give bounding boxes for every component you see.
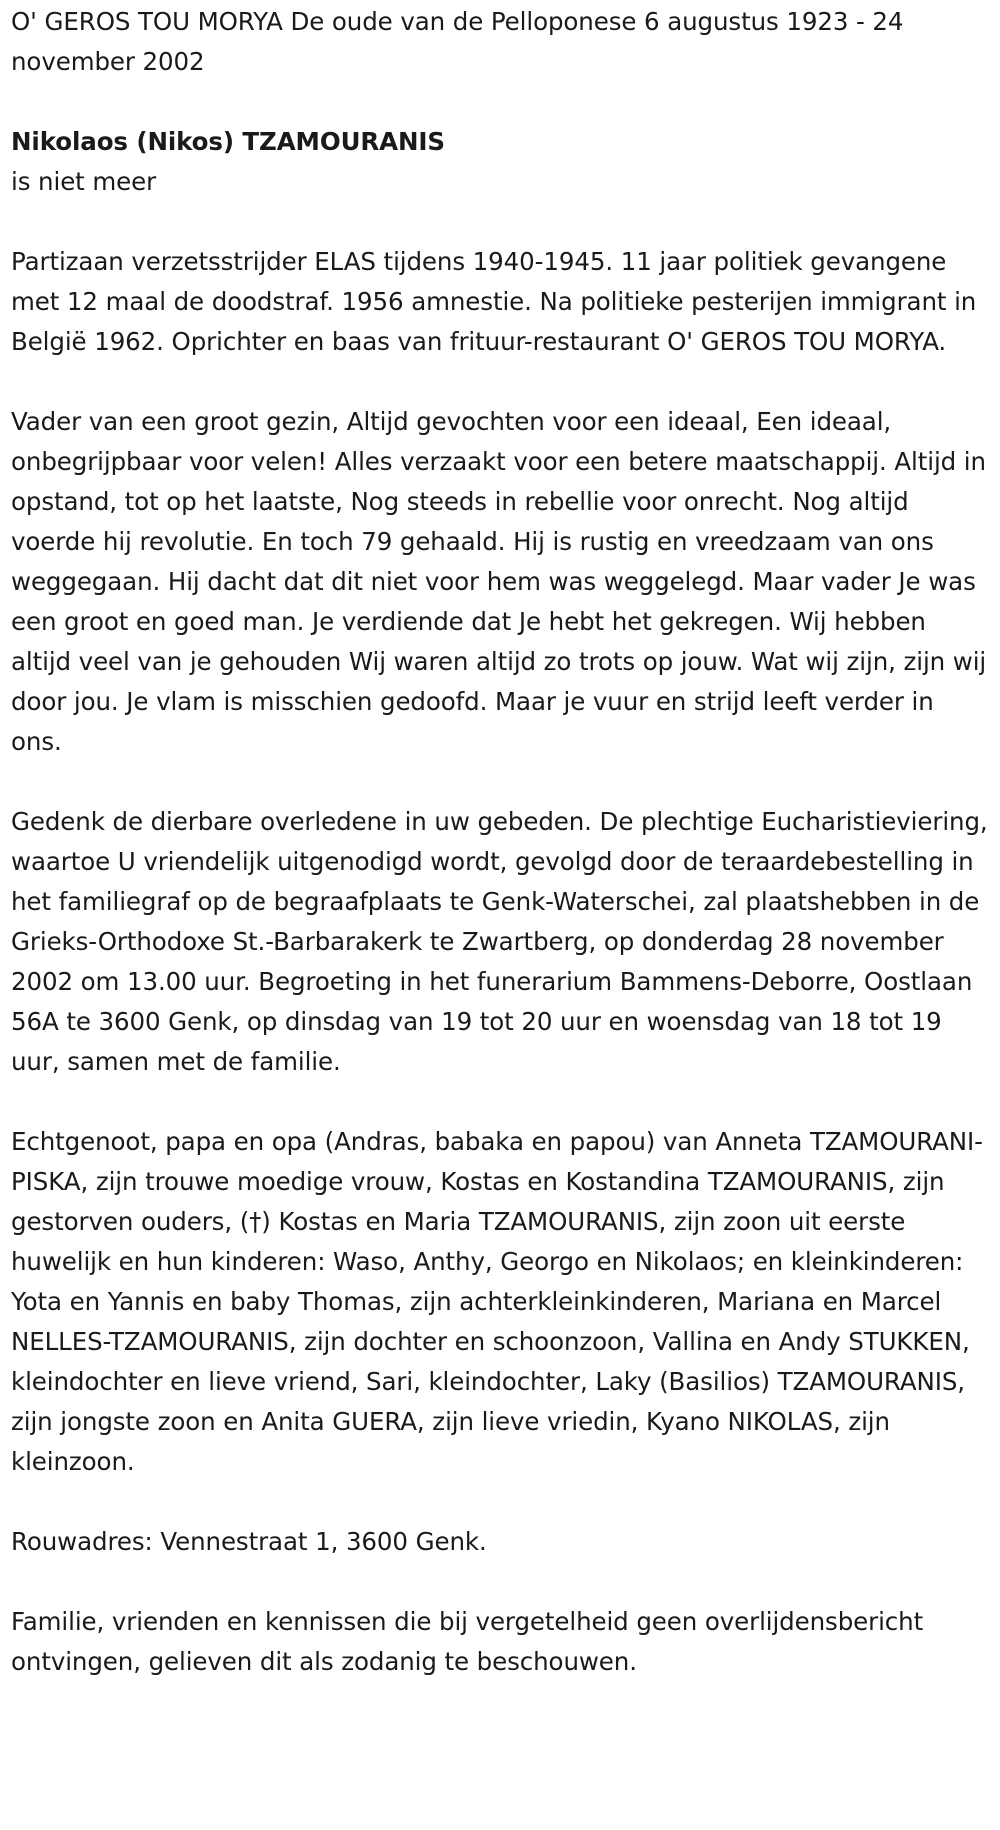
tribute-paragraph: Vader van een groot gezin, Altijd gevochten voor een ideaal, Een ideaal, onbegrijpbaar voor velen! Alles verzaakt voor een betere maatschappij. Altijd in opstand, tot op het laatste, Nog steeds in rebellie voor onrecht. Nog altijd voerde hij revolutie. En toch 79 gehaald. Hij is rustig en vreedzaam van ons weggegaan. Hij dacht dat dit niet voor hem was weggelegd. Maar vader Je was een groot en goed man. Je verdiende dat Je hebt het gekregen. Wij hebben altijd veel van je gehouden Wij waren altijd zo trots op jouw. Wat wij zijn, zijn wij door jou. Je vlam is misschien gedoofd. Maar je vuur en strijd leeft verder in ons. xyxy=(11,407,987,756)
address-line: Rouwadres: Vennestraat 1, 3600 Genk. xyxy=(11,1527,487,1556)
deceased-name: Nikolaos (Nikos) TZAMOURANIS xyxy=(11,127,445,156)
family-paragraph: Echtgenoot, papa en opa (Andras, babaka en papou) van Anneta TZAMOURANI-PISKA, zijn trouwe moedige vrouw, Kostas en Kostandina TZAMOURANIS, zijn gestorven ouders, (†) Kostas en Maria TZAMOURANIS, zijn zoon uit eerste huwelijk en hun kinderen: Waso, Anthy, Georgo en Nikolaos; en kleinkinderen: Yota en Yannis en baby Thomas, zijn achterkleinkinderen, Mariana en Marcel NELLES-TZAMOURANIS, zijn dochter en schoonzoon, Vallina en Andy STUKKEN, kleindochter en lieve vriend, Sari, kleindochter, Laky (Basilios) TZAMOURANIS, zijn jongste zoon en Anita GUERA, zijn lieve vriedin, Kyano NIKOLAS, zijn kleinzoon. xyxy=(11,1127,983,1476)
deceased-subtitle: is niet meer xyxy=(11,167,157,196)
ceremony-paragraph: Gedenk de dierbare overledene in uw gebeden. De plechtige Eucharistieviering, waartoe U vriendelijk uitgenodigd wordt, gevolgd door de teraardebestelling in het familiegraf op de begraafplaats te Genk-Waterschei, zal plaatshebben in de Grieks-Orthodoxe St.-Barbarakerk te Zwartberg, op donderdag 28 november 2002 om 13.00 uur. Begroeting in het funerarium Bammens-Deborre, Oostlaan 56A te 3600 Genk, op dinsdag van 19 tot 20 uur en woensdag van 18 tot 19 uur, samen met de familie. xyxy=(11,807,988,1076)
closing-paragraph: Familie, vrienden en kennissen die bij vergetelheid geen overlijdensbericht ontvingen, gelieven dit als zodanig te beschouwen. xyxy=(11,1607,924,1676)
header-line: O' GEROS TOU MORYA De oude van de Pelloponese 6 augustus 1923 - 24 november 2002 xyxy=(11,7,904,76)
biography-paragraph: Partizaan verzetsstrijder ELAS tijdens 1940-1945. 11 jaar politiek gevangene met 12 maal de doodstraf. 1956 amnestie. Na politieke pesterijen immigrant in België 1962. Oprichter en baas van frituur-restaurant O' GEROS TOU MORYA. xyxy=(11,247,977,356)
